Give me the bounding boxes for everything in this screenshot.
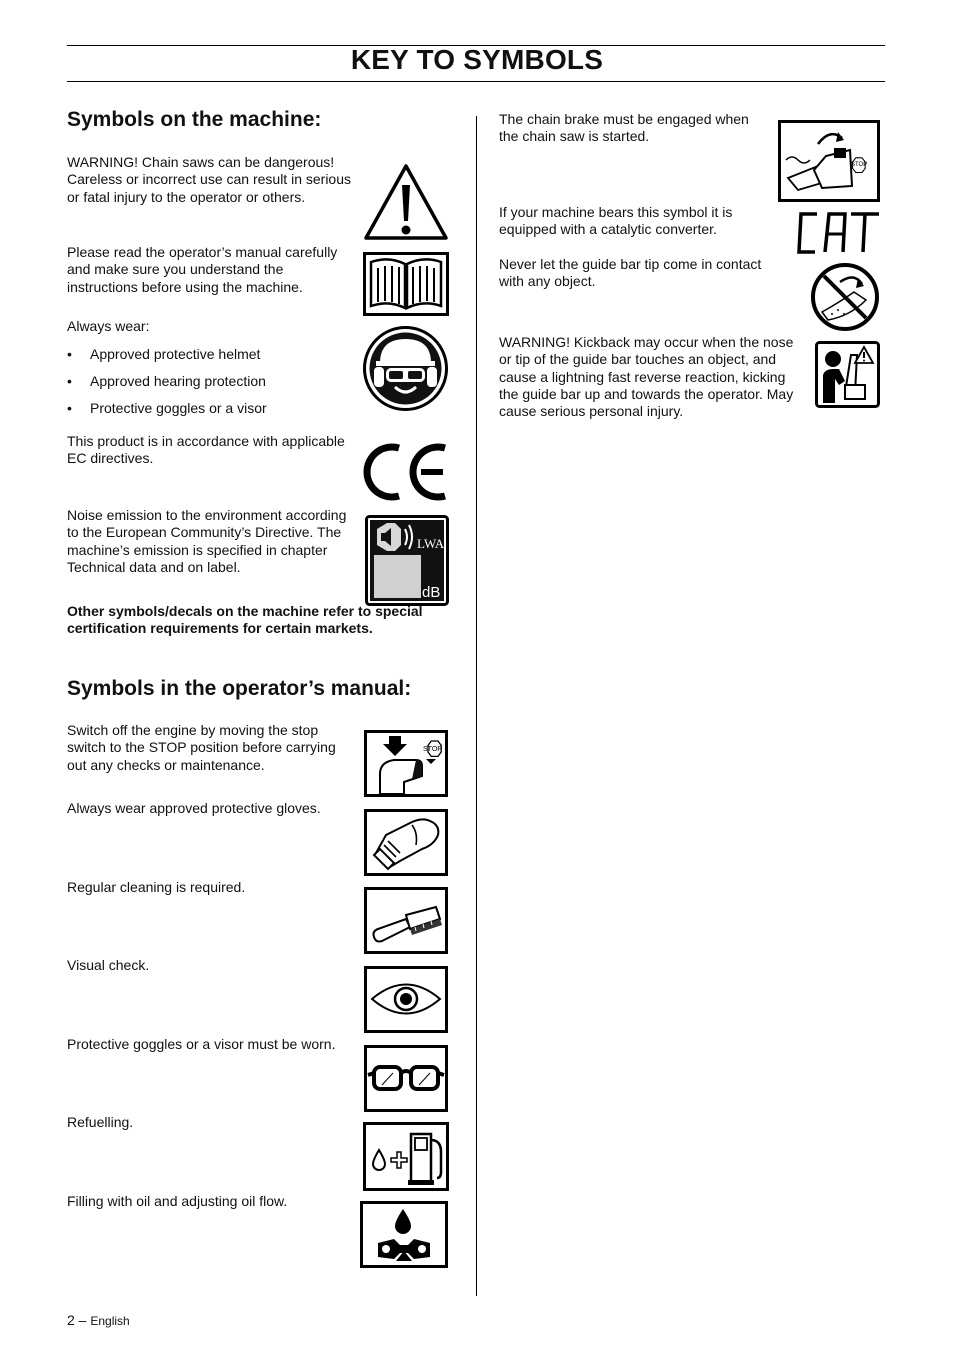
manual-item-cleaning: Regular cleaning is required. <box>67 879 246 895</box>
read-manual-text: Please read the operator’s manual carefully and make sure you understand the instructions before using the machine. <box>67 244 338 295</box>
kickback-warning-icon <box>815 341 880 408</box>
stop-label: STOP <box>423 746 442 753</box>
manual-item-gloves: Always wear approved protective gloves. <box>67 800 321 816</box>
lwa-label: LWA <box>417 536 445 551</box>
page-footer <box>67 1312 130 1328</box>
other-symbols-note: Other symbols/decals on the machine refer to special certification requirements for certain markets. <box>67 603 423 637</box>
warning-text: WARNING! Chain saws can be dangerous! Careless or incorrect use can result in serious or fatal injury to the operator or others. <box>67 154 352 205</box>
manual-item-visual-check: Visual check. <box>67 957 150 973</box>
kickback-text: WARNING! Kickback may occur when the nose or tip of the guide bar touches an object, and cause a lightning fast reverse reaction, kicking the guide bar up and towards the operator. May cause serious personal injury. <box>499 334 794 420</box>
stop-switch-icon <box>364 730 448 797</box>
glove-icon <box>364 809 448 876</box>
manual-item-stop: Switch off the engine by moving the stop switch to the STOP position before carrying out any checks or maintenance. <box>67 722 336 773</box>
ec-text: This product is in accordance with applicable EC directives. <box>67 433 345 467</box>
no-tip-contact-icon <box>810 262 880 332</box>
warning-triangle-icon <box>363 163 449 241</box>
machine-symbols-heading: Symbols on the machine: <box>67 108 322 131</box>
noise-label-icon <box>365 515 449 606</box>
ce-mark-icon <box>363 440 449 504</box>
brush-icon <box>364 887 448 954</box>
fuel-pump-icon <box>363 1122 449 1191</box>
chain-brake-text: The chain brake must be engaged when the chain saw is started. <box>499 111 749 145</box>
manual-item-refuelling: Refuelling. <box>67 1114 134 1130</box>
chain-brake-icon <box>778 120 880 202</box>
guide-bar-text: Never let the guide bar tip come in contact with any object. <box>499 256 762 290</box>
eye-icon <box>364 966 448 1033</box>
catalytic-converter-icon <box>795 210 881 256</box>
page-number: 2 – <box>67 1312 87 1328</box>
catalytic-text: If your machine bears this symbol it is equipped with a catalytic converter. <box>499 204 733 238</box>
manual-item-oil: Filling with oil and adjusting oil flow. <box>67 1193 288 1209</box>
helmet-ear-eye-protection-icon <box>362 325 449 412</box>
manual-symbols-heading: Symbols in the operator’s manual: <box>67 677 412 700</box>
header-bottom-rule <box>67 81 885 82</box>
always-wear-label: Always wear: <box>67 318 150 334</box>
oil-drop-chain-icon <box>360 1201 448 1268</box>
page-title: KEY TO SYMBOLS <box>350 44 604 75</box>
goggles-icon <box>364 1045 448 1112</box>
chain-brake-stop-label: STOP <box>851 162 868 168</box>
db-label: dB <box>422 584 441 601</box>
footer-language: English <box>90 1314 130 1328</box>
manual-item-goggles: Protective goggles or a visor must be worn. <box>67 1036 336 1052</box>
noise-text: Noise emission to the environment according to the European Community’s Directive. The machine’s emission is specified in chapter Technical data and on label. <box>67 507 347 575</box>
open-book-icon <box>363 252 449 316</box>
column-divider <box>476 116 477 1296</box>
